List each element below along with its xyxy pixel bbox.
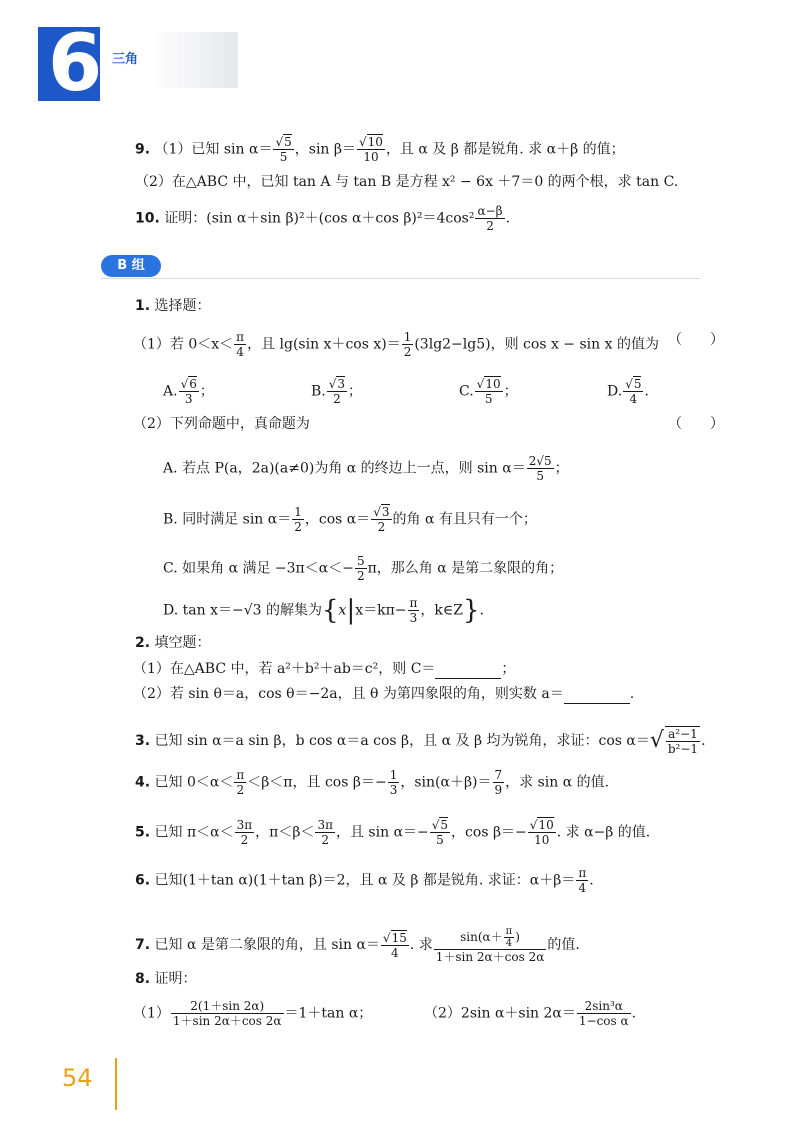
answer-paren: （ ）: [668, 332, 724, 348]
problem-b7: 7. 已知 α 是第二象限的角，且 sin α＝ √ $\frac{15}{4}$ . 求 sin(α＋ $\frac{\pi}{4}$ ) 1＋sin 2α＋cos 2α 的值.: [135, 926, 580, 964]
fraction: $\frac{1}{2}$: [403, 330, 412, 359]
problem-9-2: （2）在△ABC 中，已知 tan A 与 tan B 是方程 x² − 6x ＋7＝0 的两个根，求 tan C.: [135, 174, 679, 190]
group-divider: [101, 278, 701, 279]
fraction: $\frac{2√5}{5}$: [528, 454, 552, 483]
fraction: $\frac{\alpha-\beta}{2}$: [477, 204, 503, 233]
fraction: $\frac{7}{9}$: [494, 768, 503, 797]
option-b: B. √ $\frac{3}{2}$ ；: [311, 377, 362, 406]
page-number: 54: [62, 1064, 93, 1092]
problem-b3: 3. 已知 sin α＝a sin β，b cos α＝a cos β，且 α 及 β 均为锐角，求证：cos α＝√ $\frac{\text{a²−1}}{\text{b²−1}}$ .: [135, 726, 706, 756]
fraction: √ $\frac{3}{2}$: [327, 377, 347, 406]
answer-paren: （ ）: [668, 416, 724, 432]
fraction: $\frac{1}{2}$: [294, 505, 302, 534]
answer-blank[interactable]: [564, 689, 630, 704]
statement-b: B. 同时满足 sin α＝ $\frac{1}{2}$ ，cos α＝ √ $\frac{3}{2}$ 的角 α 有且只有一个；: [163, 505, 537, 534]
fraction: √ $\frac{6}{3}$: [179, 377, 199, 406]
fraction: √ $\frac{5}{5}$: [273, 135, 293, 164]
fraction: sin(α＋ $\frac{\pi}{4}$ ) 1＋sin 2α＋cos 2α: [435, 926, 545, 964]
group-b-badge: B 组: [101, 255, 161, 277]
fraction: $\frac{3\pi}{2}$: [236, 818, 253, 847]
problem-b2-1: （1）在△ABC 中，若 a²＋b²＋ab＝c²，则 C＝ ；: [133, 661, 516, 677]
statement-a: A. 若点 P(a，2a)(a≠0)为角 α 的终边上一点，则 sin α＝ $\frac{2√5}{5}$ ；: [163, 454, 569, 483]
fraction: √ $\frac{5}{4}$: [623, 377, 643, 406]
fraction: $\frac{5}{2}$: [356, 554, 365, 583]
fraction: $\frac{\pi}{3}$: [409, 596, 418, 625]
fraction: √ $\frac{10}{10}$: [357, 135, 385, 164]
statement-c: C. 如果角 α 满足 −3π＜α＜− $\frac{5}{2}$ π，那么角 α 是第二象限的角；: [163, 554, 564, 583]
problem-b2-title: 2. 填空题：: [135, 635, 211, 651]
problem-b2-2: （2）若 sin θ＝a，cos θ＝−2a，且 θ 为第四象限的角，则实数 a＝ .: [133, 686, 635, 702]
fraction: $\frac{1}{3}$: [389, 768, 398, 797]
page-divider: [115, 1058, 117, 1110]
fraction: √ $\frac{3}{2}$: [371, 505, 391, 534]
answer-blank[interactable]: [435, 664, 501, 679]
fraction: $\frac{\text{a²−1}}{\text{b²−1}}$: [665, 726, 700, 756]
problem-b6: 6. 已知(1＋tan α)(1＋tan β)＝2，且 α 及 β 都是锐角. 求证：α＋β＝ $\frac{\pi}{4}$ .: [135, 866, 594, 895]
option-a: A. √ $\frac{6}{3}$ ；: [163, 377, 214, 406]
option-c: C. √ $\frac{10}{5}$ ；: [459, 377, 518, 406]
fraction: $\frac{\text{2sin³α}}{\text{1−cos α}}$: [578, 999, 629, 1028]
fraction: √ $\frac{5}{5}$: [430, 818, 450, 847]
problem-b4: 4. 已知 0＜α＜ $\frac{\pi}{2}$ ＜β＜π，且 cos β＝− $\frac{1}{3}$ ，sin(α＋β)＝ $\frac{7}{9}$ ，求 sin α 的值.: [135, 768, 610, 797]
fraction: $\frac{2(1+\sin 2\alpha)}{1+\sin 2\alpha+\cos 2\alpha}$: [172, 999, 282, 1028]
problem-b5: 5. 已知 π＜α＜ $\frac{3\pi}{2}$ ，π＜β＜ $\frac{3\pi}{2}$ ，且 sin α＝− √ $\frac{5}{5}$ ，cos β＝− √ $\frac{10}{10}$ . 求 α−β 的值.: [135, 818, 650, 847]
problem-b1-1: （1）若 0＜x＜ $\frac{\pi}{4}$ ，且 lg(sin x＋cos x)＝ $\frac{1}{2}$ (3lg2−lg5)，则 cos x − sin x 的值为: [133, 330, 659, 359]
problem-b8-1: （1） $\frac{2(1+\sin 2\alpha)}{1+\sin 2\alpha+\cos 2\alpha}$ ＝1＋tan α；: [133, 999, 373, 1028]
fraction: $\frac{\pi}{2}$: [236, 768, 245, 797]
problem-10: 10. 证明：(sin α＋sin β)²＋(cos α＋cos β)²＝4cos² $\frac{\alpha-\beta}{2}$ .: [135, 204, 511, 233]
problem-b1-2: （2）下列命题中，真命题为: [133, 416, 310, 432]
option-d: D. √ $\frac{5}{4}$ .: [607, 377, 649, 406]
fraction: $\frac{\pi}{4}$: [578, 866, 587, 895]
fraction: $\frac{3\pi}{2}$: [317, 818, 333, 847]
fraction: √ $\frac{15}{4}$: [381, 931, 409, 960]
fraction: √ $\frac{10}{10}$: [528, 818, 556, 847]
statement-d: D. tan x＝−√3 的解集为{x|x＝kπ− $\frac{\pi}{3}$ ，k∈Z}.: [163, 595, 484, 626]
problem-b8-2: （2）2sin α＋sin 2α＝ $\frac{\text{2sin³α}}{\text{1−cos α}}$ .: [424, 999, 637, 1028]
problem-b1-title: 1. 选择题：: [135, 298, 211, 314]
chapter-title: 三角: [112, 52, 139, 67]
fraction: √ $\frac{10}{5}$: [475, 377, 503, 406]
fraction: $\frac{\pi}{4}$: [236, 330, 245, 359]
chapter-number: 6: [48, 19, 101, 109]
problem-9-1: 9. （1）已知 sin α＝ √ $\frac{5}{5}$ ，sin β＝ √ $\frac{10}{10}$ ，且 α 及 β 都是锐角. 求 α＋β 的值；: [135, 135, 625, 164]
problem-b8-title: 8. 证明：: [135, 971, 197, 987]
